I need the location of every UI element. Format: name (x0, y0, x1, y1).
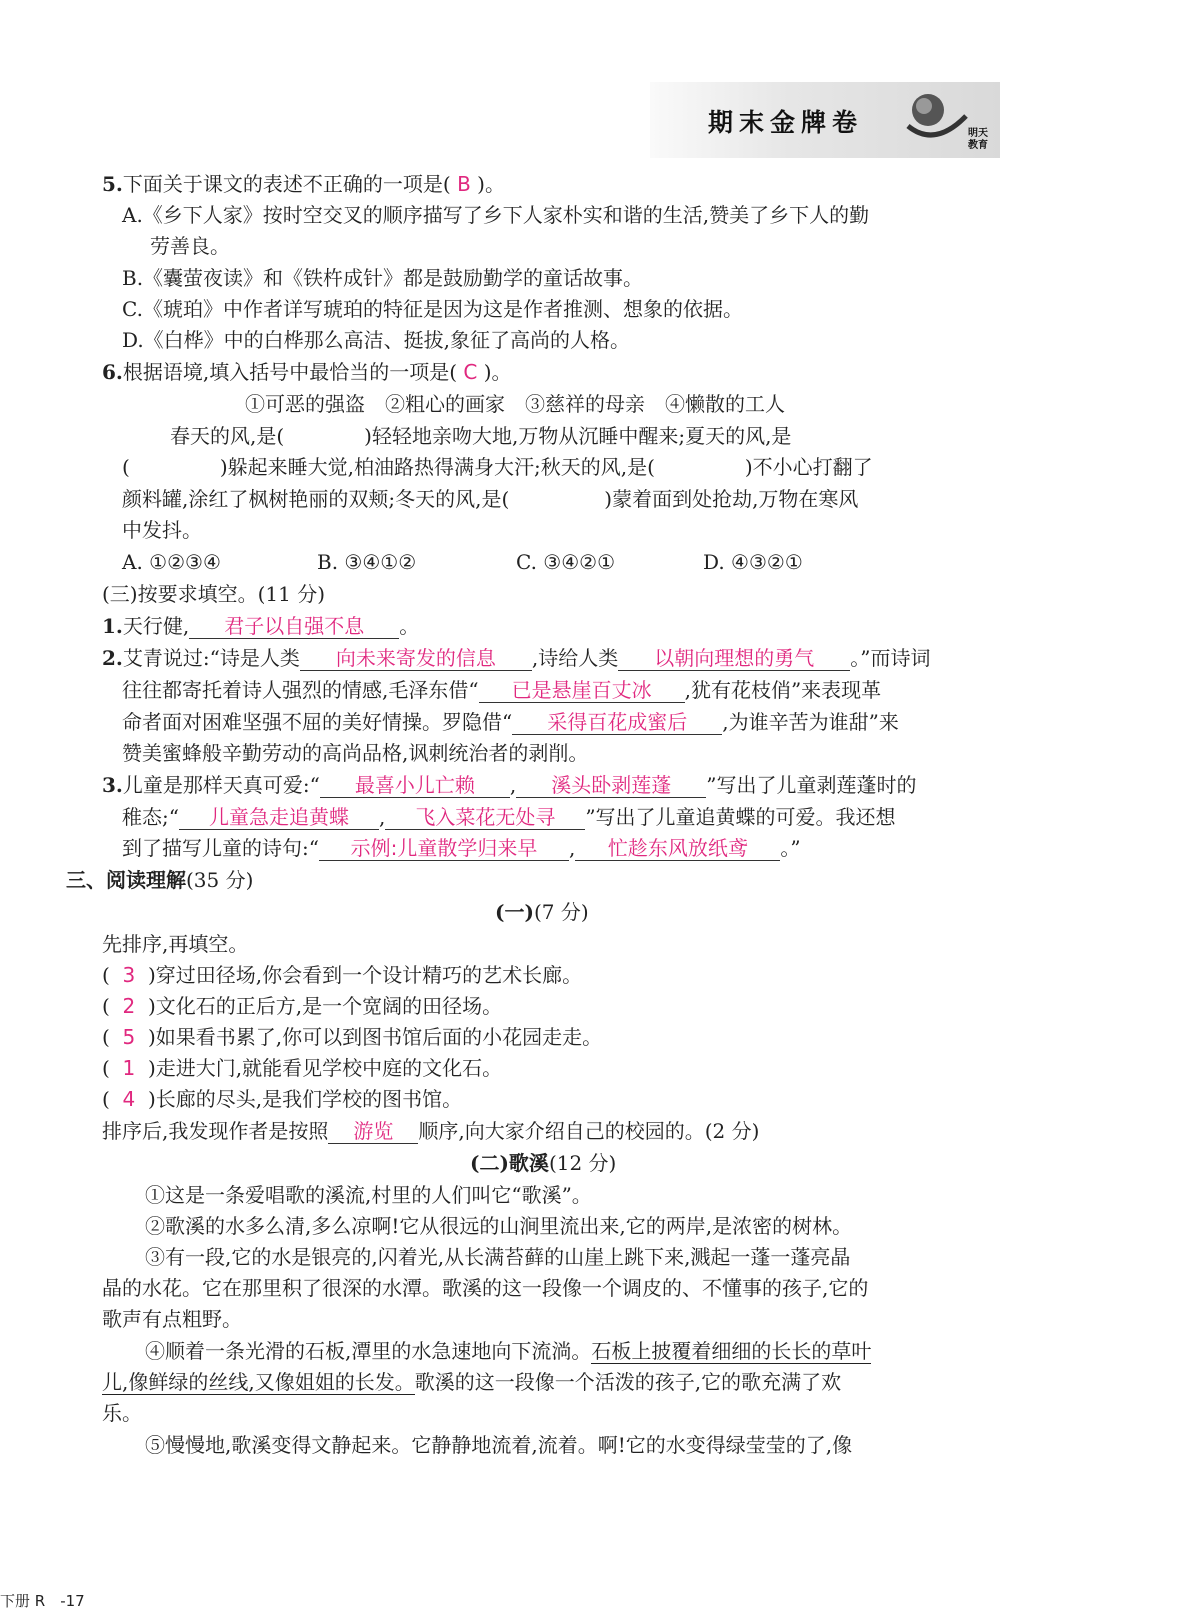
q5-option-a-cont: 劳善良。 (150, 234, 230, 258)
q5-option-d: D.《白桦》中的白桦那么高洁、挺拔,象征了高尚的人格。 (122, 328, 631, 352)
fill-q3-answer1: 最喜小儿亡赖 (320, 773, 510, 798)
fill-q2-answer2: 以朝向理想的勇气 (618, 646, 850, 671)
brand-logo-icon (900, 86, 970, 156)
fill-q2-line4: 赞美蜜蜂般辛勤劳动的高尚品格,讽刺统治者的剥削。 (122, 741, 589, 765)
fill-q3-answer5: 示例:儿童散学归来早 (319, 836, 569, 861)
passage-underlined-sentence: 石板上披覆着细细的长长的草叶 (591, 1339, 872, 1363)
passage-para-4-end: 乐。 (102, 1401, 142, 1425)
q6-passage-line1: 春天的风,是( )轻轻地亲吻大地,万物从沉睡中醒来;夏天的风,是 (170, 424, 792, 448)
fill-q3-line3: 到了描写儿童的诗句:“ 示例:儿童散学归来早 , 忙趁东风放纸鸢 。” (122, 836, 801, 860)
fill-q3-answer2: 溪头卧剥莲蓬 (516, 773, 706, 798)
order-item-2: ( 2 )文化石的正后方,是一个宽阔的田径场。 (102, 994, 503, 1018)
passage-para-4-cont: 儿,像鲜绿的丝线,又像姐姐的长发。歌溪的这一段像一个活泼的孩子,它的歌充满了欢 (102, 1370, 842, 1394)
q5-option-c: C.《琥珀》中作者详写琥珀的特征是因为这是作者推测、想象的依据。 (122, 297, 743, 321)
order-item-1: ( 3 )穿过田径场,你会看到一个设计精巧的艺术长廊。 (102, 963, 583, 987)
fill-q2-answer4: 采得百花成蜜后 (512, 710, 722, 735)
q6-stem: 6.根据语境,填入括号中最恰当的一项是( C )。 (102, 360, 512, 384)
q6-choices: ①可恶的强盗 ②粗心的画家 ③慈祥的母亲 ④懒散的工人 (245, 392, 785, 416)
q6-passage-line4: 中发抖。 (122, 518, 202, 542)
passage-para-5: ⑤慢慢地,歌溪变得文静起来。它静静地流着,流着。啊!它的水变得绿莹莹的了,像 (145, 1433, 853, 1457)
q6-option-b: B. ③④①② (317, 550, 417, 574)
header-title: 期末金牌卷 (708, 108, 864, 137)
order-item-3: ( 5 )如果看书累了,你可以到图书馆后面的小花园走走。 (102, 1025, 603, 1049)
passage-para-3-cont: 晶的水花。它在那里积了很深的水潭。歌溪的这一段像一个调皮的、不懂事的孩子,它的 (102, 1276, 869, 1300)
fill-q3-answer3: 儿童急走追黄蝶 (179, 805, 379, 830)
fill-q2-line1: 2.艾青说过:“诗是人类 向未来寄发的信息 ,诗给人类 以朝向理想的勇气 。”而诗词 (102, 646, 931, 670)
order-item-5-answer: 4 (122, 1087, 136, 1111)
order-item-1-answer: 3 (122, 963, 136, 987)
q5-stem: 5.下面关于课文的表述不正确的一项是( B )。 (102, 172, 505, 196)
passage-para-3-end: 歌声有点粗野。 (102, 1307, 242, 1331)
order-item-4-answer: 1 (122, 1056, 136, 1080)
section-3-title: (三)按要求填空。(11 分) (102, 582, 326, 606)
order-summary-answer: 游览 (328, 1119, 418, 1144)
q5-option-b: B.《囊萤夜读》和《铁杵成针》都是鼓励勤学的童话故事。 (122, 266, 644, 290)
passage-para-2: ②歌溪的水多么清,多么凉啊!它从很远的山涧里流出来,它的两岸,是浓密的树林。 (145, 1214, 853, 1238)
q6-option-c: C. ③④②① (516, 550, 616, 574)
passage-underlined-sentence-cont: 儿,像鲜绿的丝线,又像姐姐的长发。 (102, 1370, 415, 1394)
fill-q3-line2: 稚态;“ 儿童急走追黄蝶 , 飞入菜花无处寻 ”写出了儿童追黄蝶的可爱。我还想 (122, 805, 896, 829)
order-item-5: ( 4 )长廊的尽头,是我们学校的图书馆。 (102, 1087, 463, 1111)
fill-q3-answer4: 飞入菜花无处寻 (385, 805, 585, 830)
order-item-3-answer: 5 (122, 1025, 136, 1049)
order-item-2-answer: 2 (122, 994, 136, 1018)
q6-passage-line3: 颜料罐,涂红了枫树艳丽的双颊;冬天的风,是( )蒙着面到处抢劫,万物在寒风 (122, 487, 859, 511)
q6-answer: C (463, 360, 478, 384)
fill-q2-line2: 往往都寄托着诗人强烈的情感,毛泽东借“ 已是悬崖百丈冰 ,犹有花枝俏”来表现革 (122, 678, 882, 702)
passage-para-4: ④顺着一条光滑的石板,潭里的水急速地向下流淌。石板上披覆着细细的长长的草叶 (145, 1339, 872, 1363)
q6-option-a: A. ①②③④ (122, 550, 221, 574)
fill-q3-answer6: 忙趁东风放纸鸢 (575, 836, 780, 861)
order-summary: 排序后,我发现作者是按照 游览 顺序,向大家介绍自己的校园的。(2 分) (102, 1119, 760, 1143)
fill-q3-line1: 3.儿童是那样天真可爱:“ 最喜小儿亡赖 , 溪头卧剥莲蓬 ”写出了儿童剥莲蓬时的 (102, 773, 917, 797)
fill-q2-answer3: 已是悬崖百丈冰 (479, 678, 685, 703)
reading-part2-title: (二)歌溪(12 分) (470, 1151, 617, 1175)
fill-q2-answer1: 向未来寄发的信息 (300, 646, 532, 671)
fill-q1: 1.天行健, 君子以自强不息 。 (102, 614, 420, 638)
page-footer: 下册 R -17 (0, 1592, 85, 1610)
q6-passage-line2: ( )躲起来睡大觉,柏油路热得满身大汗;秋天的风,是( )不小心打翻了 (122, 455, 873, 479)
order-item-4: ( 1 )走进大门,就能看见学校中庭的文化石。 (102, 1056, 503, 1080)
fill-q1-answer: 君子以自强不息 (189, 614, 399, 639)
reading-part1-intro: 先排序,再填空。 (102, 932, 249, 956)
passage-para-1: ①这是一条爱唱歌的溪流,村里的人们叫它“歌溪”。 (145, 1183, 592, 1207)
q5-answer: B (457, 172, 471, 196)
reading-part1-title: (一)(7 分) (495, 900, 589, 924)
brand-name: 明天 教育 (968, 128, 988, 151)
q5-option-a: A.《乡下人家》按时空交叉的顺序描写了乡下人家朴实和谐的生活,赞美了乡下人的勤 (122, 203, 870, 227)
fill-q2-line3: 命者面对困难坚强不屈的美好情操。罗隐借“ 采得百花成蜜后 ,为谁辛苦为谁甜”来 (122, 710, 899, 734)
reading-section-title: 三、阅读理解(35 分) (66, 868, 254, 892)
q6-option-d: D. ④③②① (703, 550, 803, 574)
passage-para-3: ③有一段,它的水是银亮的,闪着光,从长满苔藓的山崖上跳下来,溅起一蓬一蓬亮晶 (145, 1245, 851, 1269)
